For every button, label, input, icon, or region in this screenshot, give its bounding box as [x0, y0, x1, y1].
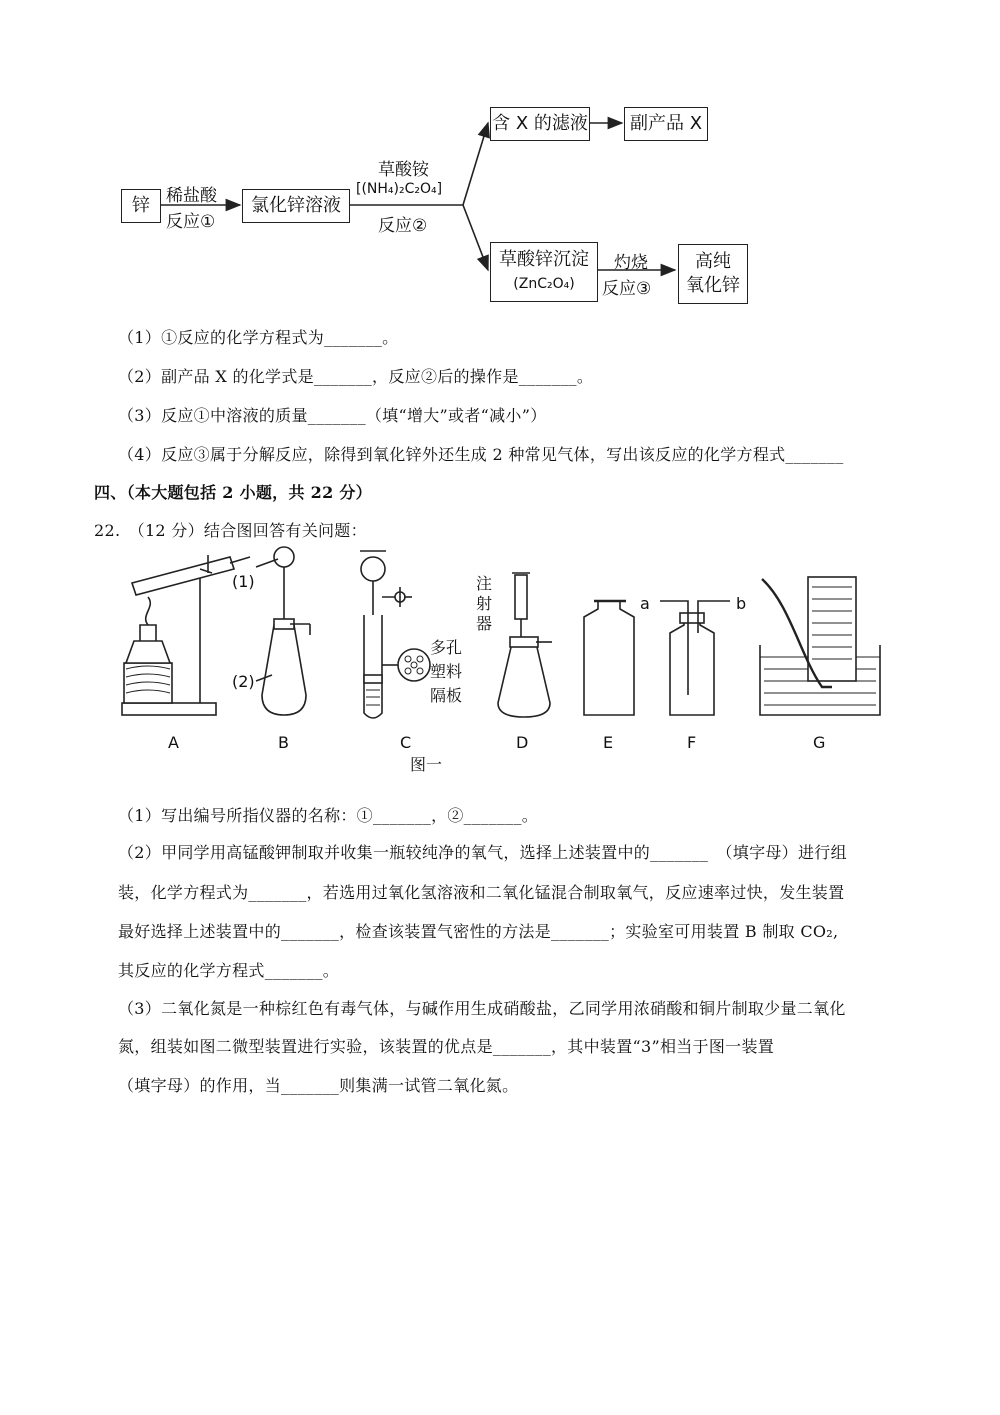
apparatus-b	[256, 547, 310, 715]
plate-line-1: 多孔	[430, 638, 463, 657]
q22-line-7: 氮，组装如图二微型装置进行实验，该装置的优点是_______，其中装置“3”相当于图一装置	[118, 1037, 775, 1056]
label-c: C	[400, 733, 412, 752]
plate-line-3: 隔板	[430, 686, 463, 705]
q21-line-2: （2）副产品 X 的化学式是_______，反应②后的操作是_______。	[118, 367, 594, 386]
filtrate-box: 含 X 的滤液	[490, 107, 590, 141]
section-heading: 四、（本大题包括 2 小题，共 22 分）	[94, 483, 372, 502]
q21-line-1: （1）①反应的化学方程式为_______。	[118, 328, 399, 347]
figure-caption: 图一	[410, 755, 443, 774]
precipitate-box	[490, 242, 598, 302]
label-b: B	[278, 733, 289, 752]
apparatus-f	[660, 601, 730, 715]
apparatus-e	[584, 601, 634, 715]
q21-line-3: （3）反应①中溶液的质量_______（填“增大”或者“减小”）	[118, 406, 547, 425]
q22-title: 22. （12 分）结合图回答有关问题：	[94, 521, 367, 540]
apparatus-g	[760, 577, 880, 715]
byproduct-box: 副产品 X	[624, 107, 708, 141]
label-g: G	[813, 733, 826, 752]
q22-line-3: 装，化学方程式为_______，若选用过氧化氢溶液和二氧化锰混合制取氧气，反应速率过快，发生装置	[118, 883, 845, 902]
syringe-char-3: 器	[476, 614, 493, 633]
label-a: A	[168, 733, 179, 752]
q22-line-8: （填字母）的作用，当_______则集满一试管二氧化氮。	[118, 1076, 519, 1095]
precipitate-name: 草酸锌沉淀	[499, 249, 589, 270]
product-box	[678, 244, 748, 304]
syringe-label	[476, 574, 494, 634]
apparatus-a	[122, 555, 250, 715]
label-f: F	[687, 733, 697, 752]
q22-line-1: （1）写出编号所指仪器的名称：①_______，②_______。	[118, 806, 539, 825]
label-e: E	[603, 733, 614, 752]
product-line2: 氧化锌	[686, 275, 740, 296]
syringe-char-1: 注	[476, 574, 493, 593]
precipitate-formula: (ZnC₂O₄)	[513, 276, 575, 292]
q21-line-4: （4）反应③属于分解反应，除得到氧化锌外还生成 2 种常见气体，写出该反应的化学方程式_______	[118, 445, 844, 464]
step1-reagent: 稀盐酸	[166, 186, 217, 206]
mark-1: (1)	[232, 572, 255, 591]
q22-line-2: （2）甲同学用高锰酸钾制取并收集一瓶较纯净的氧气，选择上述装置中的_______ （填字母）进行组	[118, 843, 847, 862]
step2-label: 反应②	[378, 216, 428, 236]
step3-reagent: 灼烧	[614, 253, 648, 273]
q22-line-4: 最好选择上述装置中的_______，检查该装置气密性的方法是_______；实验室可用装置 B 制取 CO₂,	[118, 922, 839, 941]
plate-line-2: 塑料	[430, 662, 463, 681]
porous-plate-label	[430, 636, 462, 708]
apparatus-c	[360, 551, 430, 718]
q22-line-5: 其反应的化学方程式_______。	[118, 961, 340, 980]
port-b-label: b	[736, 594, 747, 613]
step2-reagent: 草酸铵	[378, 160, 429, 180]
step2-formula: [(NH₄)₂C₂O₄]	[356, 181, 443, 197]
apparatus-drawing	[0, 545, 1000, 785]
product-line1: 高纯	[695, 251, 731, 272]
mark-2: (2)	[232, 672, 255, 691]
port-a-label: a	[640, 594, 650, 613]
syringe-char-2: 射	[476, 594, 493, 613]
label-d: D	[516, 733, 529, 752]
zncl2-box: 氯化锌溶液	[242, 189, 350, 223]
zinc-box: 锌	[121, 189, 161, 223]
step1-label: 反应①	[166, 212, 216, 232]
step3-label: 反应③	[602, 279, 652, 299]
apparatus-d	[498, 573, 552, 717]
q22-line-6: （3）二氧化氮是一种棕红色有毒气体，与碱作用生成硝酸盐，乙同学用浓硝酸和铜片制取少量二氧化	[118, 999, 846, 1018]
